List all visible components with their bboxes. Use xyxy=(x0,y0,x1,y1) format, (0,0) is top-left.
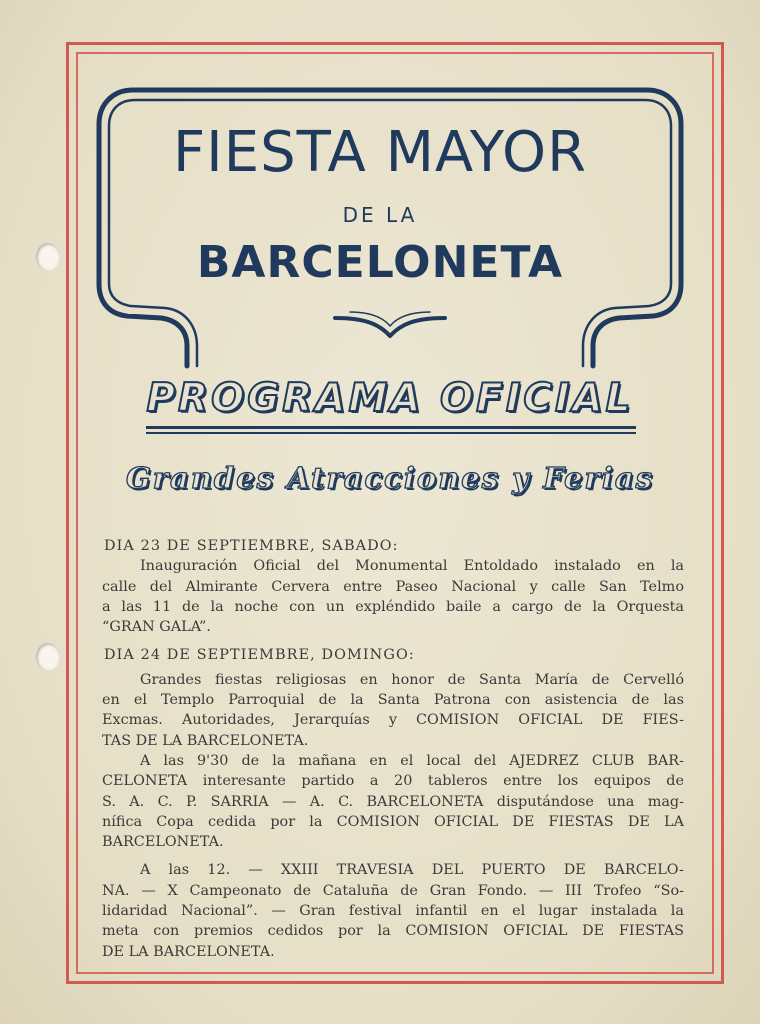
text-line: nífica Copa cedida por la COMISION OFICIAL DE FIESTAS DE LA xyxy=(102,813,684,830)
punch-hole-top xyxy=(36,243,60,271)
event-paragraph xyxy=(102,556,684,637)
text-line: Excmas. Autoridades, Jerarquías y COMISION OFICIAL DE FIES- xyxy=(102,712,684,729)
text-line: Grandes fiestas religiosas en honor de Santa María de Cervelló xyxy=(140,671,684,688)
event-paragraph xyxy=(102,751,684,852)
text-line: A las 9'30 de la mañana en el local del AJEDREZ CLUB BAR- xyxy=(140,752,684,769)
text-line: lidaridad Nacional”. — Gran festival infantil en el lugar instalada la xyxy=(102,903,684,920)
subtitle-programa-oficial: PROGRAMA OFICIAL xyxy=(146,376,634,421)
event-paragraph xyxy=(102,860,684,961)
text-line: NA. — X Campeonato de Cataluña de Gran Fondo. — III Trofeo “So- xyxy=(102,882,684,899)
text-line: A las 12. — XXIII TRAVESIA DEL PUERTO DE BARCELO- xyxy=(140,862,684,879)
text-line: “GRAN GALA”. xyxy=(102,619,211,636)
tagline: Grandes Atracciones y Ferias xyxy=(126,461,654,495)
text-line: calle del Almirante Cervera entre Paseo Nacional y calle San Telmo xyxy=(102,578,684,595)
text-line: DE LA BARCELONETA. xyxy=(102,943,275,960)
title-line-1: FIESTA MAYOR xyxy=(172,120,588,185)
subtitle-underline-top xyxy=(146,426,636,429)
program-body xyxy=(102,536,684,962)
title-line-2: DE LA xyxy=(342,203,418,227)
text-line: CELONETA interesante partido a 20 tableros entre los equipos de xyxy=(102,773,684,790)
text-line: TAS DE LA BARCELONETA. xyxy=(102,732,309,749)
text-line: S. A. C. P. SARRIA — A. C. BARCELONETA disputándose una mag- xyxy=(102,793,684,810)
text-line: Inauguración Oficial del Monumental Entoldado instalado en la xyxy=(140,558,684,575)
day-heading: DIA 24 DE SEPTIEMBRE, DOMINGO: xyxy=(104,647,415,664)
text-line: a las 11 de la noche con un expléndido baile a cargo de la Orquesta xyxy=(102,598,684,615)
punch-hole-bottom xyxy=(36,643,60,671)
day-heading: DIA 23 DE SEPTIEMBRE, SABADO: xyxy=(104,538,399,554)
subtitle-underline-bottom xyxy=(146,432,636,434)
text-line: en el Templo Parroquial de la Santa Patrona con asistencia de las xyxy=(102,692,684,709)
title-line-3: BARCELONETA xyxy=(196,237,564,288)
text-line: BARCELONETA. xyxy=(102,834,224,851)
event-paragraph xyxy=(102,670,684,751)
text-line: meta con premios cedidos por la COMISION OFICIAL DE FIESTAS xyxy=(102,923,684,940)
